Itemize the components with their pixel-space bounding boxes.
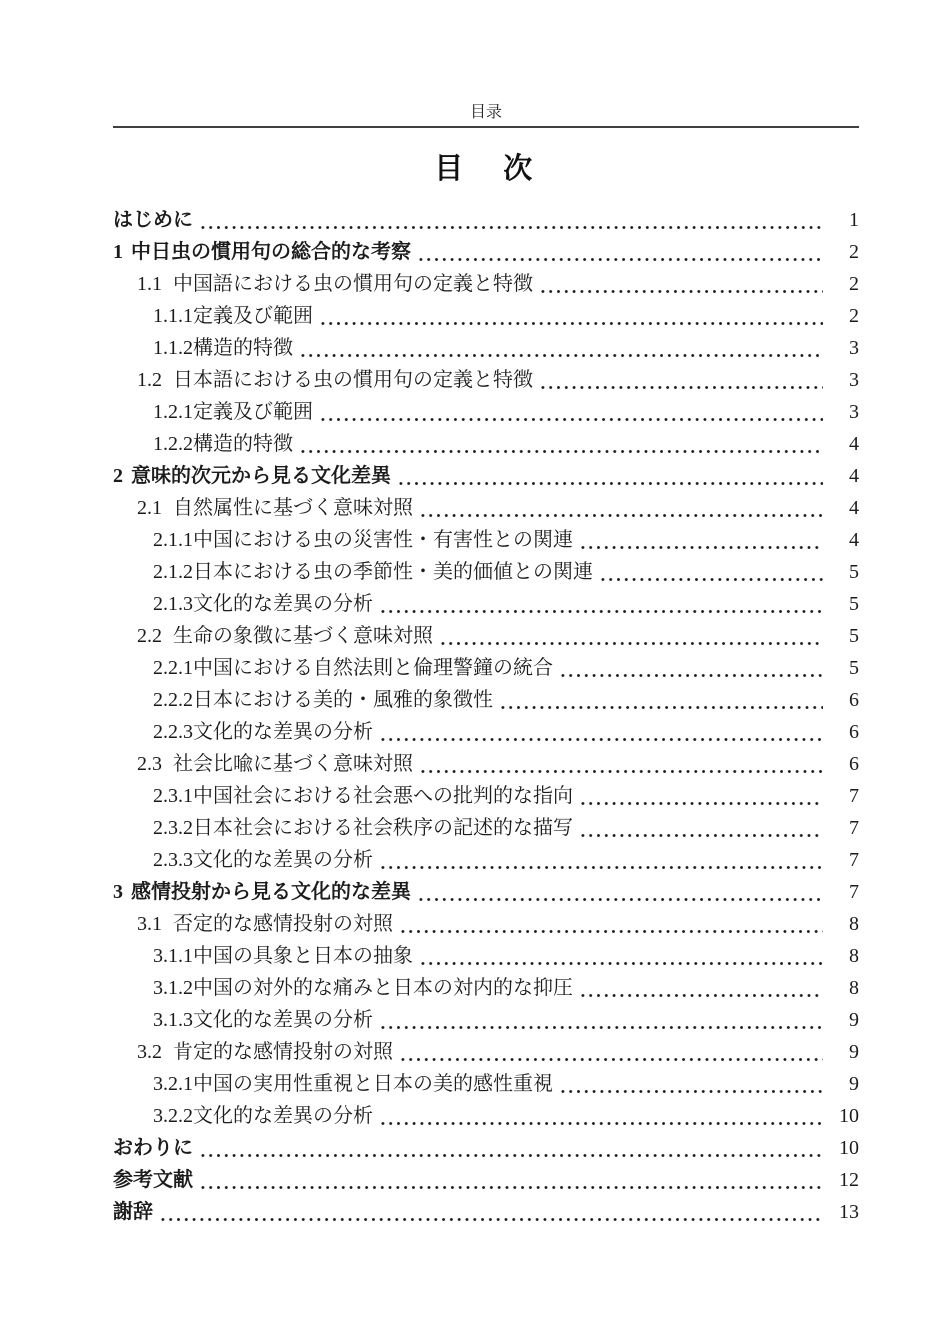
toc-entry-label: 社会比喩に基づく意味対照 — [173, 753, 413, 775]
toc-entry — [113, 844, 859, 876]
toc-leader-dots — [319, 320, 823, 327]
toc-entry-page: 4 — [849, 497, 859, 519]
toc-entry-number: 2.1.2 — [153, 561, 193, 583]
toc-entry — [113, 876, 859, 908]
toc-entry-page: 8 — [849, 945, 859, 967]
toc-entry-label: 定義及び範囲 — [193, 401, 313, 423]
toc-entry-label: 日本における虫の季節性・美的価値との関連 — [193, 561, 593, 583]
toc-entry — [113, 1132, 859, 1164]
toc-leader-dots — [379, 1024, 823, 1031]
toc-entry-number: 1.1.2 — [153, 337, 193, 359]
toc-leader-dots — [379, 1120, 823, 1127]
running-header-title: 目录 — [469, 104, 502, 121]
toc-entry — [113, 1196, 859, 1228]
toc-entry-page: 10 — [839, 1105, 859, 1127]
toc-entry-page: 4 — [849, 529, 859, 551]
toc-leader-dots — [417, 896, 823, 903]
toc-entry-number: 1 — [113, 241, 123, 263]
toc-leader-dots — [399, 928, 823, 935]
toc-entry — [113, 780, 859, 812]
toc-leader-dots — [399, 1056, 823, 1063]
toc-entry — [113, 268, 859, 300]
toc-entry-page: 9 — [849, 1041, 859, 1063]
toc-entry-label: 日本における美的・風雅的象徴性 — [193, 689, 493, 711]
toc-entry-page: 4 — [849, 433, 859, 455]
toc-entry — [113, 428, 859, 460]
toc-entry-page: 8 — [849, 977, 859, 999]
toc-entry-number: 2.2.2 — [153, 689, 193, 711]
toc-entry-label: 感情投射から見る文化的な差異 — [131, 881, 411, 903]
toc-entry-number: 2.1.3 — [153, 593, 193, 615]
toc-entry-label: 中国語における虫の慣用句の定義と特徴 — [173, 273, 533, 295]
header-rule — [113, 126, 859, 128]
toc-entry-page: 3 — [849, 401, 859, 423]
toc-entry-number: 3.2.2 — [153, 1105, 193, 1127]
toc-entry-page: 10 — [839, 1137, 859, 1159]
toc-entry — [113, 556, 859, 588]
toc-entry — [113, 396, 859, 428]
toc-leader-dots — [419, 768, 823, 775]
toc-entry-number: 3.2 — [137, 1041, 162, 1063]
toc-entry-number: 2.3 — [137, 753, 162, 775]
toc-entry-page: 9 — [849, 1009, 859, 1031]
toc-leader-dots — [299, 448, 823, 455]
toc-entry-page: 1 — [849, 209, 859, 231]
toc-entry — [113, 684, 859, 716]
toc-entry — [113, 652, 859, 684]
toc-entry-page: 12 — [839, 1169, 859, 1191]
toc-leader-dots — [419, 512, 823, 519]
toc-entry-number: 3 — [113, 881, 123, 903]
toc-entry-page: 2 — [849, 273, 859, 295]
toc-entry-number: 2.3.3 — [153, 849, 193, 871]
toc-entry-page: 7 — [849, 881, 859, 903]
toc-entry-number: 2.2.1 — [153, 657, 193, 679]
toc-leader-dots — [419, 960, 823, 967]
toc-entry-label: 中国社会における社会悪への批判的な指向 — [193, 785, 573, 807]
toc-leader-dots — [439, 640, 823, 647]
toc-entry — [113, 1068, 859, 1100]
toc-leader-dots — [599, 576, 823, 583]
page-title: 目 次 — [434, 153, 538, 185]
toc-entry-label: 肯定的な感情投射の対照 — [173, 1041, 393, 1063]
toc-entry-label: 中国における虫の災害性・有害性との関連 — [193, 529, 573, 551]
toc-entry-number: 3.1.3 — [153, 1009, 193, 1031]
toc-entry-page: 13 — [839, 1201, 859, 1223]
toc-leader-dots — [379, 864, 823, 871]
toc-entry-number: 2.3.1 — [153, 785, 193, 807]
toc-leader-dots — [559, 672, 823, 679]
toc-leader-dots — [159, 1216, 823, 1223]
toc-entry-number: 2.3.2 — [153, 817, 193, 839]
toc-entry-label: 日本語における虫の慣用句の定義と特徴 — [173, 369, 533, 391]
page-content-area — [113, 0, 859, 1344]
toc-entry-label: おわりに — [113, 1137, 193, 1159]
toc-entry-number: 2.2 — [137, 625, 162, 647]
toc-entry-number: 1.1 — [137, 273, 162, 295]
toc-entry-page: 6 — [849, 753, 859, 775]
toc-entry-label: 否定的な感情投射の対照 — [173, 913, 393, 935]
toc-entry — [113, 204, 859, 236]
toc-entry-page: 4 — [849, 465, 859, 487]
toc-leader-dots — [199, 1152, 823, 1159]
toc-leader-dots — [397, 480, 823, 487]
toc-entry-label: 中国の具象と日本の抽象 — [193, 945, 413, 967]
toc-entry-label: 構造的特徴 — [193, 433, 293, 455]
toc-leader-dots — [579, 800, 823, 807]
toc-entry — [113, 1036, 859, 1068]
toc-leader-dots — [299, 352, 823, 359]
toc-entry-page: 6 — [849, 721, 859, 743]
toc-entry — [113, 364, 859, 396]
toc-entry-number: 3.2.1 — [153, 1073, 193, 1095]
toc-leader-dots — [379, 608, 823, 615]
toc-entry — [113, 972, 859, 1004]
toc-leader-dots — [539, 288, 823, 295]
toc-entry-page: 3 — [849, 337, 859, 359]
toc-entry — [113, 492, 859, 524]
toc-entry — [113, 524, 859, 556]
toc-entry-label: 謝辞 — [113, 1201, 153, 1223]
toc-entry-page: 2 — [849, 305, 859, 327]
toc-entry-label: 自然属性に基づく意味対照 — [173, 497, 413, 519]
toc-entry-page: 7 — [849, 785, 859, 807]
toc-entry — [113, 748, 859, 780]
toc-entry-page: 7 — [849, 817, 859, 839]
toc-entry-number: 3.1 — [137, 913, 162, 935]
toc-leader-dots — [199, 224, 823, 231]
toc-entry-page: 5 — [849, 593, 859, 615]
toc-entry-number: 2.1.1 — [153, 529, 193, 551]
toc-entry-page: 2 — [849, 241, 859, 263]
toc-entry-number: 3.1.2 — [153, 977, 193, 999]
toc-entry-label: 中国の対外的な痛みと日本の対内的な抑圧 — [193, 977, 573, 999]
running-header — [113, 105, 859, 121]
toc-entry-label: 意味的次元から見る文化差異 — [131, 465, 391, 487]
toc-entry — [113, 460, 859, 492]
toc-entry-number: 3.1.1 — [153, 945, 193, 967]
toc-leader-dots — [579, 544, 823, 551]
toc-entry — [113, 940, 859, 972]
toc-entry-label: 文化的な差異の分析 — [193, 721, 373, 743]
toc-entry-label: 構造的特徴 — [193, 337, 293, 359]
toc-entry — [113, 1004, 859, 1036]
toc-entry-page: 5 — [849, 625, 859, 647]
toc-leader-dots — [319, 416, 823, 423]
toc-entry — [113, 1100, 859, 1132]
toc-leader-dots — [379, 736, 823, 743]
toc-entry-number: 1.2.1 — [153, 401, 193, 423]
toc-entry-label: 中国の実用性重視と日本の美的感性重視 — [193, 1073, 553, 1095]
toc-entry-label: 中日虫の慣用句の総合的な考察 — [131, 241, 411, 263]
toc-entry-page: 8 — [849, 913, 859, 935]
toc-entry — [113, 716, 859, 748]
toc-entry-number: 2.2.3 — [153, 721, 193, 743]
toc-entry-page: 7 — [849, 849, 859, 871]
toc-leader-dots — [417, 256, 823, 263]
toc-entry-number: 1.1.1 — [153, 305, 193, 327]
toc-entry — [113, 812, 859, 844]
toc-entry-label: 文化的な差異の分析 — [193, 593, 373, 615]
toc-entry-page: 5 — [849, 561, 859, 583]
toc-leader-dots — [539, 384, 823, 391]
toc-entry-number: 2 — [113, 465, 123, 487]
toc-entry-label: はじめに — [113, 209, 193, 231]
toc-leader-dots — [579, 992, 823, 999]
toc-entry-page: 5 — [849, 657, 859, 679]
toc-entry-page: 6 — [849, 689, 859, 711]
toc-leader-dots — [499, 704, 823, 711]
toc-entry-label: 文化的な差異の分析 — [193, 849, 373, 871]
toc-entry-number: 1.2 — [137, 369, 162, 391]
toc-entry-number: 1.2.2 — [153, 433, 193, 455]
toc-entry-label: 参考文献 — [113, 1169, 193, 1191]
toc-entry-label: 文化的な差異の分析 — [193, 1009, 373, 1031]
toc-entry-number: 2.1 — [137, 497, 162, 519]
toc-leader-dots — [559, 1088, 823, 1095]
toc-entry-label: 日本社会における社会秩序の記述的な描写 — [193, 817, 573, 839]
toc-entry-page: 3 — [849, 369, 859, 391]
toc-entry — [113, 236, 859, 268]
toc-entry — [113, 300, 859, 332]
toc-entry — [113, 620, 859, 652]
toc-entry-page: 9 — [849, 1073, 859, 1095]
toc-list — [113, 204, 859, 1228]
toc-entry — [113, 908, 859, 940]
toc-entry — [113, 1164, 859, 1196]
toc-entry — [113, 588, 859, 620]
toc-entry-label: 定義及び範囲 — [193, 305, 313, 327]
toc-entry-label: 中国における自然法則と倫理警鐘の統合 — [193, 657, 553, 679]
toc-leader-dots — [579, 832, 823, 839]
toc-entry-label: 文化的な差異の分析 — [193, 1105, 373, 1127]
toc-entry — [113, 332, 859, 364]
toc-entry-label: 生命の象徴に基づく意味対照 — [173, 625, 433, 647]
toc-leader-dots — [199, 1184, 823, 1191]
